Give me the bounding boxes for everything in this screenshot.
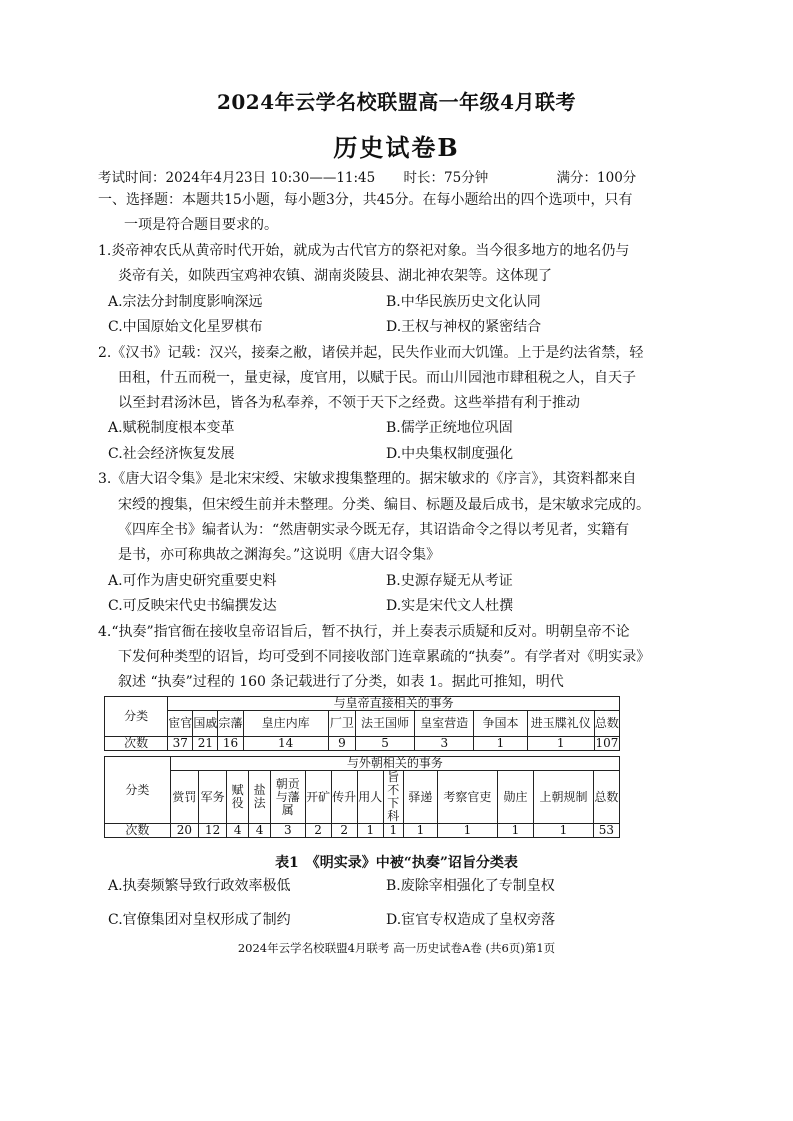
table-col-header: 盐法	[249, 771, 271, 824]
exam-title: 2024年云学名校联盟高一年级4月联考	[216, 90, 577, 114]
question-4-line: 下发何种类型的诏旨，均可受到不同接收部门连章累疏的“执奏”。有学者对《明实录》	[118, 649, 651, 665]
table-cell: 4	[227, 824, 249, 838]
table-col-header: 勋庄	[497, 771, 534, 824]
question-3-line: 3.《唐大诏令集》是北宋宋绶、宋敏求搜集整理的。据宋敏求的《序言》，其资料都来自	[98, 471, 637, 487]
table-cell: 3	[271, 824, 305, 838]
table-col-header: 皇庄内库	[243, 711, 328, 737]
question-2-option-a: A.赋税制度根本变革	[108, 420, 235, 436]
table-1-upper	[104, 696, 620, 751]
question-3-line: 是书，亦可称典故之渊海矣。”这说明《唐大诏令集》	[118, 547, 441, 563]
table-col-header: 考察官吏	[438, 771, 498, 824]
table-col-header: 军务	[199, 771, 227, 824]
table-cell: 1	[534, 824, 594, 838]
table-col-header: 用人	[357, 771, 383, 824]
question-1-option-d: D.王权与神权的紧密结合	[386, 319, 542, 335]
table-cell: 9	[328, 737, 355, 751]
table-col-header: 赋役	[227, 771, 249, 824]
table-col-header: 驿递	[403, 771, 437, 824]
table-cell: 4	[249, 824, 271, 838]
table-cell: 1	[403, 824, 437, 838]
exam-time: 考试时间：2024年4月23日 10:30——11:45	[98, 170, 376, 186]
exam-info	[98, 166, 660, 186]
table-cell: 1	[497, 824, 534, 838]
table-col-header: 开矿	[305, 771, 331, 824]
table-cell: 107	[595, 736, 619, 750]
question-4-option-b: B.废除宰相强化了专制皇权	[386, 878, 555, 894]
section-instruction-line2: 一项是符合题目要求的。	[124, 217, 278, 233]
question-4-line: 叙述 “执奏”过程的 160 条记载进行了分类，如表 1。据此可推知，明代	[118, 674, 564, 690]
table-col-header: 皇室营造	[415, 711, 474, 737]
table-col-header: 争国本	[474, 711, 527, 737]
table-cell: 1	[438, 824, 498, 838]
table-col-header: 厂卫	[328, 711, 355, 737]
exam-score: 满分：100分	[556, 170, 637, 186]
question-2-option-c: C.社会经济恢复发展	[108, 446, 235, 462]
table-header-category: 分类	[105, 757, 171, 824]
table-col-header: 上朝规制	[534, 771, 594, 824]
page-footer: 2024年云学名校联盟4月联考 高一历史试卷A卷 (共6页)第1页	[237, 941, 556, 955]
question-1-line: 炎帝有关，如陕西宝鸡神农镇、湖南炎陵县、湖北神农架等。这体现了	[118, 268, 552, 284]
table-cell: 1	[383, 824, 403, 838]
table-col-header: 国戚	[193, 711, 218, 737]
table-cell: 14	[243, 737, 328, 751]
question-1-option-c: C.中国原始文化星罗棋布	[108, 319, 263, 335]
question-3-option-c: C.可反映宋代史书编撰发达	[108, 598, 277, 614]
table-cell: 1	[357, 824, 383, 838]
table-1-lower	[104, 756, 620, 838]
table-cell: 21	[193, 737, 218, 751]
table-col-header: 宦官	[168, 711, 193, 737]
question-2-line: 2.《汉书》记载：汉兴，接秦之敝，诸侯并起，民失作业而大饥馑。上于是约法省禁，轻	[98, 345, 644, 361]
table-row-label: 次数	[105, 737, 168, 751]
table-col-header: 赏罚	[170, 771, 198, 824]
table-cell: 37	[168, 737, 193, 751]
section-instruction-line1: 一、选择题：本题共15小题，每小题3分，共45分。在每小题给出的四个选项中，只有	[98, 192, 633, 208]
question-3-option-b: B.史源存疑无从考证	[386, 573, 513, 589]
question-2-option-d: D.中央集权制度强化	[386, 446, 514, 462]
question-4-option-a: A.执奏频繁导致行政效率极低	[108, 878, 291, 894]
question-1-option-a: A.宗法分封制度影响深远	[108, 294, 263, 310]
table-group-header: 与外朝相关的事务	[170, 757, 619, 771]
table-col-header: 朝贡与藩属	[271, 771, 305, 824]
table-cell: 20	[170, 824, 198, 838]
exam-subtitle: 历史试卷B	[333, 133, 460, 162]
table-cell: 2	[305, 824, 331, 838]
table-col-header: 总数	[593, 771, 619, 824]
table-cell: 2	[331, 824, 357, 838]
table-col-header: 旨不下科	[383, 771, 403, 824]
exam-duration: 时长：75分钟	[403, 170, 489, 186]
table-cell: 12	[199, 824, 227, 838]
table-col-header: 进玉牒礼仪	[527, 711, 594, 737]
question-3-line: 宋绶的搜集，但宋绶生前并未整理。分类、编目、标题及最后成书，是宋敏求完成的。	[118, 497, 650, 513]
question-3-option-a: A.可作为唐史研究重要史料	[108, 573, 277, 589]
table-header-category: 分类	[105, 697, 168, 737]
table-group-header: 与皇帝直接相关的事务	[168, 697, 620, 711]
table-cell: 3	[415, 737, 474, 751]
table-row-label: 次数	[105, 824, 171, 838]
question-3-line: 《四库全书》编者认为：“然唐朝实录今既无存，其诏诰命令之得以考见者，实籍有	[118, 522, 630, 538]
question-1-option-b: B.中华民族历史文化认同	[386, 294, 541, 310]
table-cell: 53	[593, 824, 619, 838]
question-4-option-c: C.官僚集团对皇权形成了制约	[108, 912, 291, 928]
question-4-option-d: D.宦官专权造成了皇权旁落	[386, 912, 556, 928]
question-1-line: 1.炎帝神农氏从黄帝时代开始，就成为古代官方的祭祀对象。当今很多地方的地名仍与	[98, 243, 630, 259]
question-2-option-b: B.儒学正统地位巩固	[386, 420, 513, 436]
question-2-line: 田租，什五而税一，量吏禄，度官用，以赋于民。而山川园池市肆租税之人，自天子	[118, 370, 636, 386]
table-cell: 5	[355, 737, 414, 751]
table-cell: 1	[527, 737, 594, 751]
table-cell: 16	[218, 737, 243, 751]
table-cell: 1	[474, 737, 527, 751]
table-col-header: 法王国师	[355, 711, 414, 737]
table-1-caption: 表1 《明实录》中被“执奏”诏旨分类表	[275, 855, 518, 871]
question-4-line: 4.“执奏”指官衙在接收皇帝诏旨后，暂不执行，并上奏表示质疑和反对。明朝皇帝不论	[98, 624, 630, 640]
table-col-header: 总数	[594, 711, 619, 737]
table-col-header: 传升	[331, 771, 357, 824]
question-2-line: 以至封君汤沐邑，皆各为私奉养，不领于天下之经费。这些举措有利于推动	[118, 395, 580, 411]
table-col-header: 宗藩	[218, 711, 243, 737]
question-3-option-d: D.实是宋代文人杜撰	[386, 598, 514, 614]
